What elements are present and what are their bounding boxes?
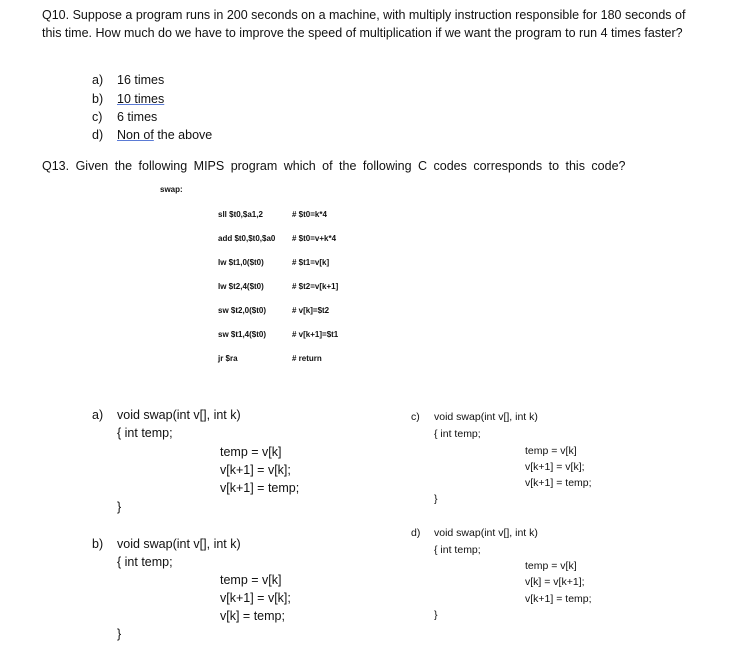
mips-comment: # $t0=v+k*4 bbox=[292, 234, 337, 243]
answer-d-line2: v[k] = v[k+1]; bbox=[525, 576, 585, 588]
answer-d-signature: void swap(int v[], int k) bbox=[434, 527, 538, 539]
q13-text: Q13. Given the following MIPS program which of the following C codes corresponds to this code? bbox=[42, 159, 626, 173]
mips-instr: sw $t2,0($t0) bbox=[218, 306, 267, 315]
answer-b-line1: temp = v[k] bbox=[220, 573, 282, 587]
q10-option-d-rest: the above bbox=[153, 128, 213, 142]
answer-d-line3: v[k+1] = temp; bbox=[525, 593, 592, 605]
answer-b-line2: v[k+1] = v[k]; bbox=[220, 591, 291, 605]
answer-c-label: c) bbox=[411, 411, 420, 423]
mips-label: swap: bbox=[160, 185, 183, 194]
q10-option-a: 16 times bbox=[117, 73, 165, 87]
answer-b-label: b) bbox=[92, 537, 104, 551]
answer-a-label: a) bbox=[92, 408, 104, 422]
q10-option-b-label: b) bbox=[92, 92, 104, 106]
answer-a-decl: { int temp; bbox=[117, 426, 173, 440]
q10-option-c: 6 times bbox=[117, 110, 158, 124]
answer-c-line1: temp = v[k] bbox=[525, 445, 577, 457]
answer-a-signature: void swap(int v[], int k) bbox=[117, 408, 241, 422]
answer-b-decl: { int temp; bbox=[117, 555, 173, 569]
mips-instr: lw $t2,4($t0) bbox=[218, 282, 264, 291]
mips-comment: # return bbox=[292, 354, 322, 363]
mips-comment: # v[k+1]=$t1 bbox=[292, 330, 339, 339]
q10-option-d-label: d) bbox=[92, 128, 104, 142]
answer-d-label: d) bbox=[411, 527, 421, 539]
answer-d-close: } bbox=[434, 609, 438, 621]
answer-d-line1: temp = v[k] bbox=[525, 560, 577, 572]
mips-comment: # $t2=v[k+1] bbox=[292, 282, 339, 291]
answer-a-line3: v[k+1] = temp; bbox=[220, 481, 300, 495]
answer-c-decl: { int temp; bbox=[434, 428, 481, 440]
mips-comment: # v[k]=$t2 bbox=[292, 306, 330, 315]
answer-b-signature: void swap(int v[], int k) bbox=[117, 537, 241, 551]
answer-b-line3: v[k] = temp; bbox=[220, 609, 285, 623]
answer-a-close: } bbox=[117, 500, 122, 514]
answer-b-close: } bbox=[117, 627, 122, 641]
answer-a-line2: v[k+1] = v[k]; bbox=[220, 463, 291, 477]
mips-instr: add $t0,$t0,$a0 bbox=[218, 234, 276, 243]
answer-d-decl: { int temp; bbox=[434, 544, 481, 556]
q10-option-d-underlined: Non of bbox=[117, 128, 154, 142]
q10-option-c-label: c) bbox=[92, 110, 103, 124]
mips-instr: jr $ra bbox=[218, 354, 238, 363]
answer-c-signature: void swap(int v[], int k) bbox=[434, 411, 538, 423]
mips-instr: sw $t1,4($t0) bbox=[218, 330, 267, 339]
q10-option-a-label: a) bbox=[92, 73, 104, 87]
answer-c-line3: v[k+1] = temp; bbox=[525, 477, 592, 489]
mips-instr: sll $t0,$a1,2 bbox=[218, 210, 263, 219]
answer-c-close: } bbox=[434, 493, 438, 505]
mips-comment: # $t0=k*4 bbox=[292, 210, 327, 219]
answer-c-line2: v[k+1] = v[k]; bbox=[525, 461, 585, 473]
mips-comment: # $t1=v[k] bbox=[292, 258, 330, 267]
mips-instr: lw $t1,0($t0) bbox=[218, 258, 264, 267]
q10-option-d bbox=[117, 128, 212, 142]
q10-text: Q10. Suppose a program runs in 200 seconds on a machine, with multiply instruction responsible for 180 seconds of this time. How much do we have to improve the speed of multiplication if we want the program to run 4 times faster? bbox=[42, 8, 686, 40]
answer-a-line1: temp = v[k] bbox=[220, 445, 282, 459]
q10-option-b: 10 times bbox=[117, 92, 165, 106]
